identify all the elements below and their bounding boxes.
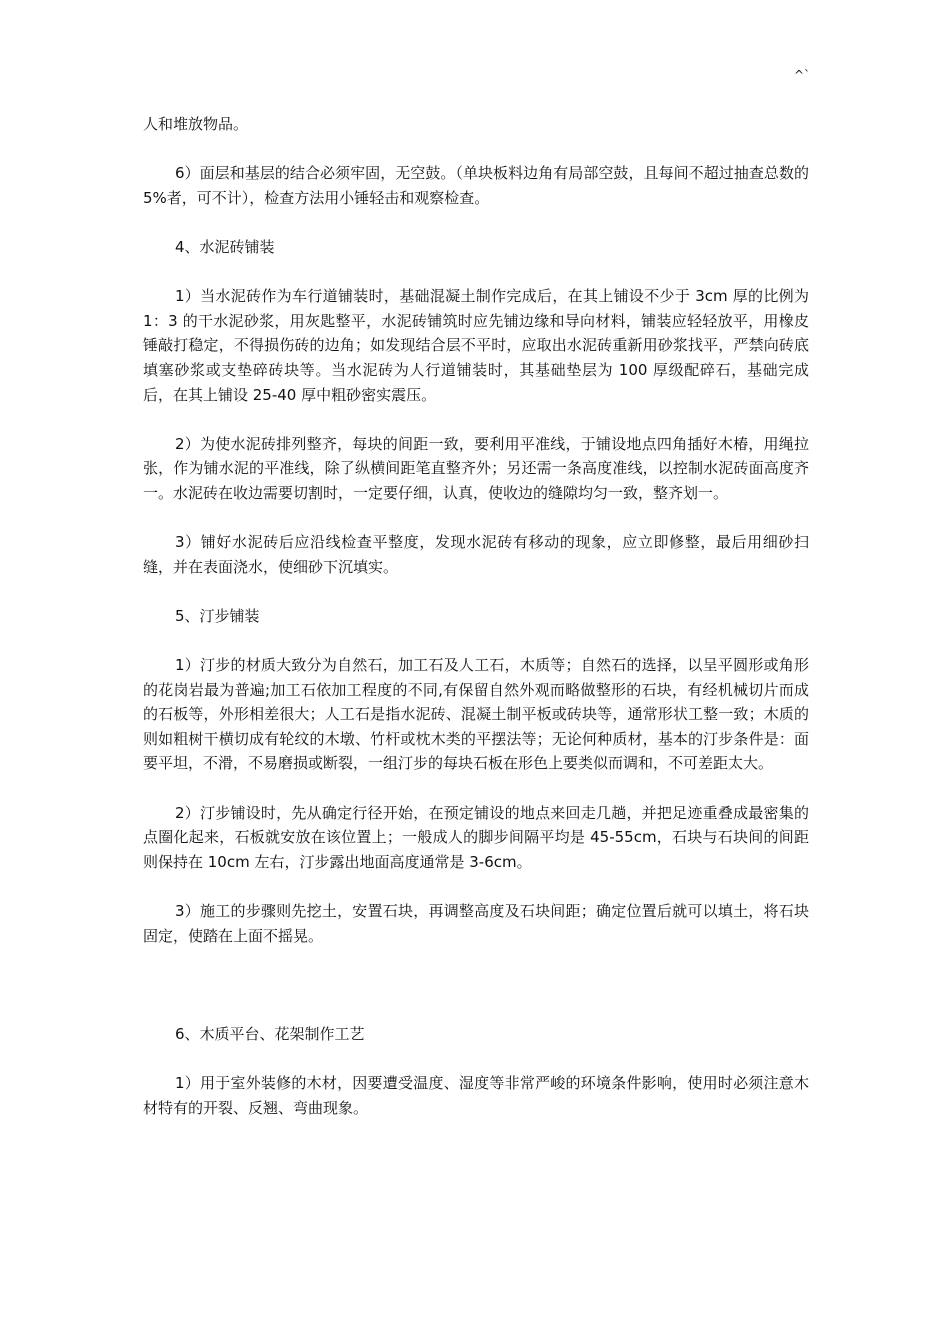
paragraph-stepping-stone-3: 3）施工的步骤则先挖土，安置石块，再调整高度及石块间距；确定位置后就可以填土，将石块固定，使踏在上面不摇晃。	[143, 902, 809, 945]
paragraph-item-6: 6）面层和基层的结合必须牢固，无空鼓。（单块板料边角有局部空鼓，且每间不超过抽查总数的 5%者，可不计），检查方法用小锤轻击和观察检查。	[143, 164, 809, 207]
paragraph-stepping-stone-1: 1）汀步的材质大致分为自然石，加工石及人工石，木质等；自然石的选择，以呈平圆形或角形的花岗岩最为普遍;加工石依加工程度的不同,有保留自然外观而略做整形的石块，有经机械切片而成的石板等，外形相差很大；人工石是指水泥砖、混凝土制平板或砖块等，通常形状工整一致；木质的则如粗树干横切成有轮纹的木墩、竹杆或枕木类的平摆法等；无论何种质材，基本的汀步条件是：面要平坦，不滑，不易磨损或断裂，一组汀步的每块石板在形色上要类似而调和，不可差距太大。	[143, 656, 809, 773]
paragraph-cement-brick-2: 2）为使水泥砖排列整齐，每块的间距一致，要利用平准线，于铺设地点四角插好木椿，用绳拉张，作为铺水泥的平准线，除了纵横间距笔直整齐外；另还需一条高度准线，以控制水泥砖面高度齐一。水泥砖在收边需要切割时，一定要仔细，认真，使收边的缝隙均匀一致，整齐划一。	[143, 434, 809, 502]
header-mark: ^`	[794, 68, 811, 82]
paragraph-cement-brick-3: 3）铺好水泥砖后应沿线检查平整度，发现水泥砖有移动的现象，应立即修整，最后用细砂扫缝，并在表面浇水，使细砂下沉填实。	[143, 533, 809, 576]
section-heading-4: 4、水泥砖铺装	[175, 237, 275, 256]
paragraph-continuation: 人和堆放物品。	[143, 115, 249, 133]
paragraph-wood-platform-1: 1）用于室外装修的木材，因要遭受温度、湿度等非常严峻的环境条件影响，使用时必须注意木材特有的开裂、反翘、弯曲现象。	[143, 1074, 809, 1117]
paragraph-stepping-stone-2: 2）汀步铺设时，先从确定行径开始，在预定铺设的地点来回走几趟，并把足迹重叠成最密集的点圈化起来，石板就安放在该位置上；一般成人的脚步间隔平均是 45-55cm，石块与石块间的间距则保持在 10cm 左右，汀步露出地面高度通常是 3-6cm。	[143, 803, 809, 871]
paragraph-cement-brick-1: 1）当水泥砖作为车行道铺装时，基础混凝土制作完成后，在其上铺设不少于 3cm 厚的比例为 1：3 的干水泥砂浆，用灰匙整平，水泥砖铺筑时应先铺边缘和导向材料，铺装应轻轻放平，用橡皮锤敲打稳定，不得损伤砖的边角；如发现结合层不平时，应取出水泥砖重新用砂浆找平，严禁向砖底填塞砂浆或支垫碎砖块等。当水泥砖为人行道铺装时，其基础垫层为 100 厚级配碎石，基础完成后，在其上铺设 25-40 厚中粗砂密实震压。	[143, 287, 809, 404]
section-heading-6: 6、木质平台、花架制作工艺	[175, 1024, 365, 1043]
section-heading-5: 5、汀步铺装	[175, 606, 260, 625]
document-body	[143, 112, 809, 1120]
